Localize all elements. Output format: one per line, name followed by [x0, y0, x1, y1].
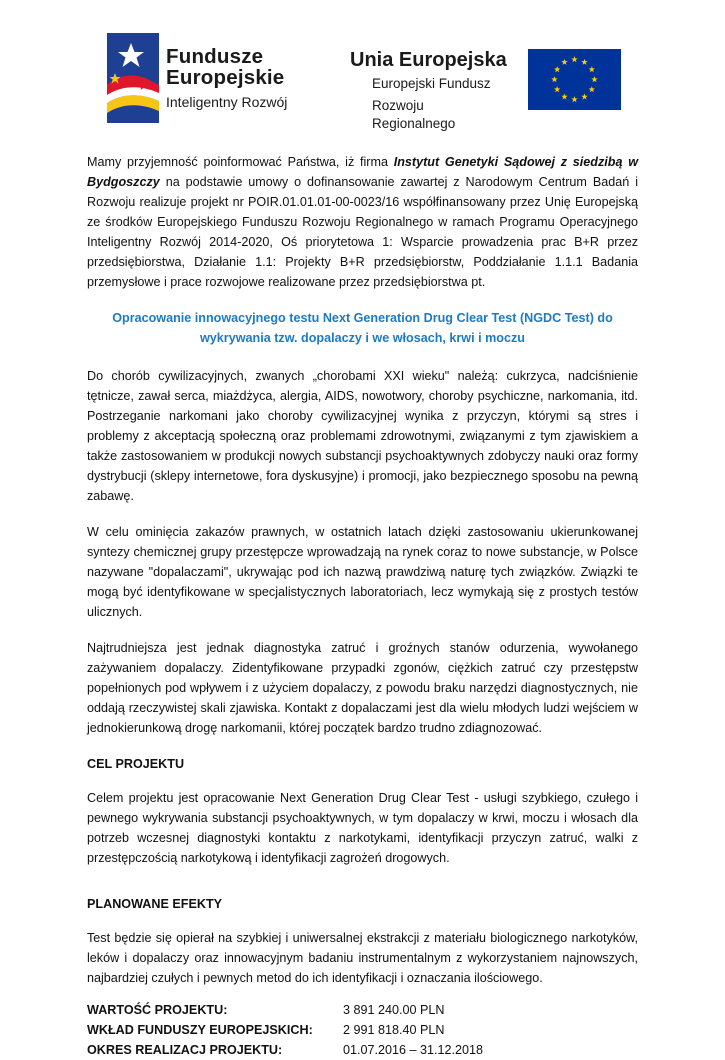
company-name: Instytut Genetyki Sądowej z siedzibą w Bydgoszczy [87, 155, 638, 189]
fe-logo-text [166, 46, 287, 111]
fe-logo-line2: Europejskie [166, 66, 285, 89]
summary-label: WARTOŚĆ PROJEKTU: [87, 1003, 228, 1017]
summary-row [87, 1000, 483, 1020]
summary-value: 3 891 240.00 PLN [343, 1003, 445, 1017]
efekty-text: Test będzie się opierał na szybkiej i uniwersalnej ekstrakcji z materiału biologicznego narkotyków, leków i dopalaczy oraz innowacyjnym badaniu instrumentalnym z wykorzystaniem najnowszych, najbardziej czułych i pewnych metod do ich identyfikacji i oznaczania ilościowego. [87, 931, 638, 985]
ue-logo-line3: Rozwoju Regionalnego [372, 98, 456, 131]
paragraph-2: W celu ominięcia zakazów prawnych, w ostatnich latach dzięki zastosowaniu ukierunkowanej syntezy chemicznej grupy przestępcze wprowadzają na rynek coraz to nowe substancje, w Polsce nazywane "dopalaczami", ukrywając pod ich nazwą prawdziwą naturę tych związków. Związki te mogą być identyfikowane w specjalistycznych laboratoriach, lecz wymykają się z prostych testów ulicznych. [87, 525, 638, 619]
eu-flag-icon [528, 49, 621, 110]
paragraph-3: Najtrudniejsza jest jednak diagnostyka zatruć i groźnych stanów odurzenia, wywołanego zażywaniem dopalaczy. Zidentyfikowane przypadki zgonów, ciężkich zatruć czy przestępstw popełnionych pod wpływem i z użyciem dopalaczy, z powodu braku narzędzi diagnostycznych, nie oddają rzeczywistej skali zjawiska. Kontakt z dopalaczami jest dla wielu młodych ludzi wejściem w jednokierunkową drogę narkomanii, której początek bardzo trudno zdiagnozować. [87, 641, 638, 735]
cel-text: Celem projektu jest opracowanie Next Generation Drug Clear Test - usługi szybkiego, czułego i pewnego wykrywania substancji psychoaktywnych, w tym dopalaczy w krwi, moczu i włosach dla potrzeb wczesnej diagnostyki kontaktu z narkotykami, identyfikacji przyczyn zatruć, walki z przestępczością narkotykową i identyfikacji zagrożeń drogowych. [87, 791, 638, 865]
summary-label: WKŁAD FUNDUSZY EUROPEJSKICH: [87, 1023, 313, 1037]
fe-logo-line1: Fundusze [166, 45, 264, 68]
intro-text-1: Mamy przyjemność poinformować Państwa, iż firma [87, 155, 394, 169]
summary-row [87, 1040, 483, 1060]
summary-label: OKRES REALIZACJ PROJEKTU: [87, 1043, 283, 1057]
project-summary-table [87, 1000, 483, 1060]
document-body [87, 152, 638, 1060]
ue-logo-text [350, 49, 510, 133]
ue-logo-line2: Europejski Fundusz [372, 76, 491, 91]
efekty-heading: PLANOWANE EFEKTY [87, 897, 223, 911]
ue-logo-line1: Unia Europejska [350, 49, 507, 71]
project-title: Opracowanie innowacyjnego testu Next Generation Drug Clear Test (NGDC Test) do wykrywania tzw. dopalaczy i we włosach, krwi i moczu [112, 311, 613, 345]
summary-value: 01.07.2016 – 31.12.2018 [343, 1043, 484, 1057]
intro-paragraph [87, 152, 638, 292]
fe-logo-line3: Inteligentny Rozwój [166, 94, 288, 110]
summary-value: 2 991 818.40 PLN [343, 1023, 445, 1037]
summary-row [87, 1020, 483, 1040]
logo-header [0, 0, 725, 140]
cel-heading: CEL PROJEKTU [87, 757, 185, 771]
intro-text-2: na podstawie umowy o dofinansowanie zawartej z Narodowym Centrum Badań i Rozwoju realizuje projekt nr POIR.01.01.01-00-0023/16 współfinansowany przez Unię Europejską ze środków Europejskiego Funduszu Rozwoju Regionalnego w ramach Programu Operacyjnego Inteligentny Rozwój 2014-2020, Oś priorytetowa 1: Wsparcie prowadzenia prac B+R przez przedsiębiorstwa, Działanie 1.1: Projekty B+R przedsiębiorstw, Poddziałanie 1.1.1 Badania przemysłowe i prace rozwojowe realizowane przez przedsiębiorstwa pt. [87, 175, 638, 289]
paragraph-1: Do chorób cywilizacyjnych, zwanych „chorobami XXI wieku" należą: cukrzyca, nadciśnienie tętnicze, zawał serca, miażdżyca, alergia, AIDS, nowotwory, choroby psychiczne, narkomania, itd. Postrzeganie narkomani jako choroby cywilizacyjnej wynika z przyczyn, którymi są stres i problemy z akceptacją społeczną oraz problemami zdrowotnymi, związanymi z tym zjawiskiem a także zastosowaniem w produkcji nowych substancji psychoaktywnych zdobyczy nauki oraz formy dystrybucji (sklepy internetowe, fora dyskusyjne) i promocji, jako bezpiecznego sposobu na pewną zabawę. [87, 369, 638, 503]
